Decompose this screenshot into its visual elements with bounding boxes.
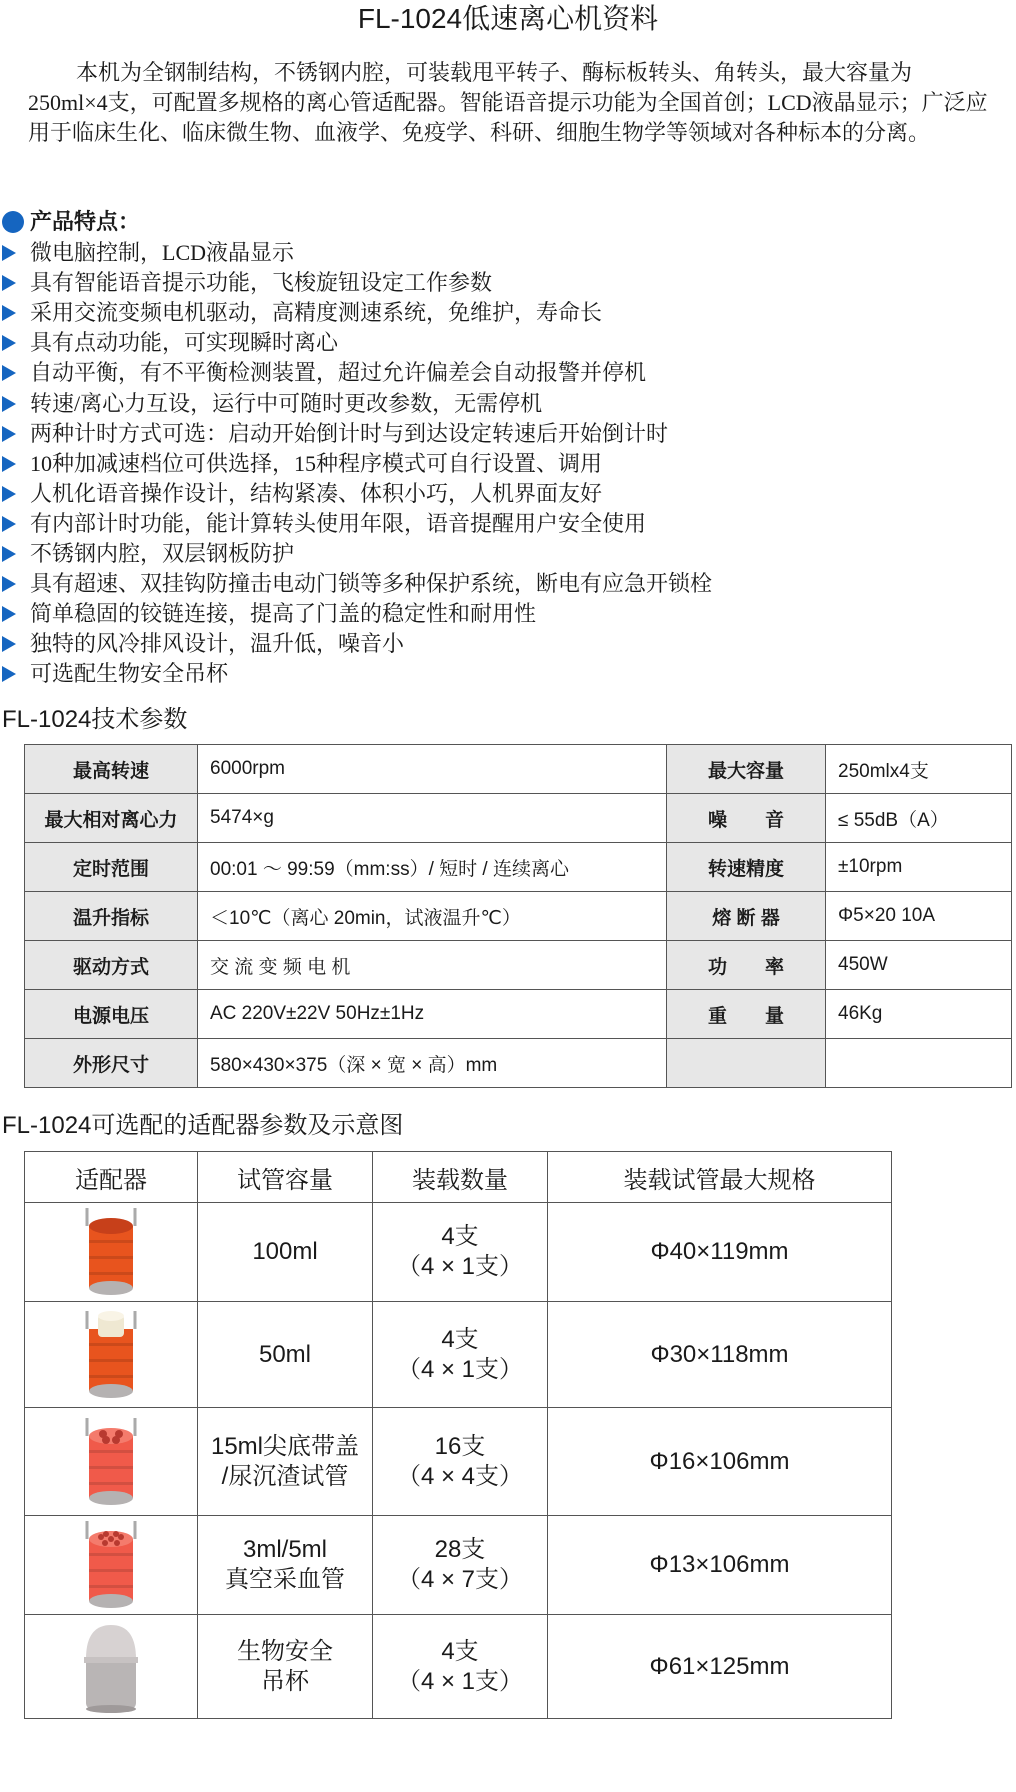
feature-item xyxy=(2,659,712,689)
bullet-triangle-icon xyxy=(2,275,16,291)
feature-item xyxy=(2,449,712,479)
capacity-line: 3ml/5ml xyxy=(242,1536,327,1563)
spec-label: 温升指标 xyxy=(25,892,198,941)
bullet-triangle-icon xyxy=(2,396,16,412)
spec-label: 重 量 xyxy=(667,990,826,1039)
bullet-triangle-icon xyxy=(2,245,16,261)
spec-row xyxy=(25,745,1012,794)
adapter-capacity xyxy=(198,1516,373,1615)
feature-item xyxy=(2,268,712,298)
adapter-row xyxy=(25,1203,892,1302)
spec-table xyxy=(24,744,1012,1088)
spec-value: 580×430×375（深 × 宽 × 高）mm xyxy=(198,1039,667,1088)
bullet-triangle-icon xyxy=(2,305,16,321)
spec-value: ≤ 55dB（A） xyxy=(826,794,1012,843)
bullet-triangle-icon xyxy=(2,546,16,562)
bullet-triangle-icon xyxy=(2,636,16,652)
spec-label: 外形尺寸 xyxy=(25,1039,198,1088)
features-list xyxy=(2,238,712,689)
adapter-quantity xyxy=(373,1408,548,1516)
feature-text: 10种加减速档位可供选择，15种程序模式可自行设置、调用 xyxy=(30,450,603,476)
feature-text: 具有智能语音提示功能，飞梭旋钮设定工作参数 xyxy=(30,270,493,296)
spec-value: 5474×g xyxy=(198,794,667,843)
spec-label: 最大容量 xyxy=(667,745,826,794)
quantity-line: 4支 xyxy=(441,1637,479,1665)
spec-label: 最大相对离心力 xyxy=(25,794,198,843)
feature-item xyxy=(2,569,712,599)
feature-text: 人机化语音操作设计，结构紧凑、体积小巧，人机界面友好 xyxy=(30,480,603,506)
adapter-image-cell xyxy=(25,1516,198,1615)
adapter-image-cell xyxy=(25,1615,198,1719)
quantity-line: 28支 xyxy=(434,1536,486,1563)
quantity-line: 4支 xyxy=(441,1325,479,1353)
bullet-triangle-icon xyxy=(2,426,16,442)
spec-value: AC 220V±22V 50Hz±1Hz xyxy=(198,990,667,1039)
orange-single-adapter-icon xyxy=(26,1204,196,1300)
spec-label: 驱动方式 xyxy=(25,941,198,990)
spec-label: 功 率 xyxy=(667,941,826,990)
feature-item xyxy=(2,328,712,358)
adapter-capacity xyxy=(198,1408,373,1516)
adapter-max-size: Φ16×106mm xyxy=(548,1408,892,1516)
feature-text: 采用交流变频电机驱动，高精度测速系统，免维护，寿命长 xyxy=(30,300,603,326)
seven-hole-adapter-icon xyxy=(26,1517,196,1613)
adapter-header-cell: 装载数量 xyxy=(373,1152,548,1203)
features-heading-label: 产品特点： xyxy=(30,209,141,234)
adapter-quantity xyxy=(373,1615,548,1719)
adapter-row xyxy=(25,1615,892,1719)
capacity-line: 真空采血管 xyxy=(225,1566,345,1593)
feature-text: 转速/离心力互设，运行中可随时更改参数，无需停机 xyxy=(30,390,543,416)
spec-row xyxy=(25,794,1012,843)
adapter-row xyxy=(25,1516,892,1615)
capacity-line: 100ml xyxy=(252,1238,318,1265)
spec-row xyxy=(25,990,1012,1039)
spec-value: ±10rpm xyxy=(826,843,1012,892)
capacity-line: 生物安全 xyxy=(237,1637,333,1665)
feature-text: 有内部计时功能，能计算转头使用年限，语音提醒用户安全使用 xyxy=(30,510,647,536)
adapter-image-cell xyxy=(25,1302,198,1408)
spec-value xyxy=(826,1039,1012,1088)
feature-text: 独特的风冷排风设计，温升低，噪音小 xyxy=(30,631,405,657)
adapter-row xyxy=(25,1408,892,1516)
spec-label: 转速精度 xyxy=(667,843,826,892)
orange-insert-adapter-icon xyxy=(26,1307,196,1403)
spec-row xyxy=(25,843,1012,892)
spec-value: Φ5×20 10A xyxy=(826,892,1012,941)
bullet-triangle-icon xyxy=(2,606,16,622)
spec-label: 熔 断 器 xyxy=(667,892,826,941)
spec-label: 最高转速 xyxy=(25,745,198,794)
spec-label: 噪 音 xyxy=(667,794,826,843)
feature-text: 可选配生物安全吊杯 xyxy=(30,661,229,687)
feature-text: 具有超速、双挂钩防撞击电动门锁等多种保护系统，断电有应急开锁栓 xyxy=(30,571,713,597)
spec-value: 6000rpm xyxy=(198,745,667,794)
bullet-triangle-icon xyxy=(2,666,16,682)
feature-item xyxy=(2,388,712,418)
adapter-table xyxy=(24,1151,892,1719)
feature-item xyxy=(2,298,712,328)
spec-value: ＜10℃（离心 20min，试液温升℃） xyxy=(198,892,667,941)
four-hole-adapter-icon xyxy=(26,1414,196,1510)
capacity-line: /尿沉渣试管 xyxy=(221,1462,349,1490)
quantity-line: 4支 xyxy=(441,1223,479,1250)
biosafety-cup-icon xyxy=(26,1619,196,1715)
page-title: FL-1024低速离心机资料 xyxy=(357,3,659,34)
quantity-line: （4 × 1支） xyxy=(396,1667,524,1695)
bullet-triangle-icon xyxy=(2,486,16,502)
feature-item xyxy=(2,479,712,509)
feature-text: 微电脑控制，LCD液晶显示 xyxy=(30,240,295,266)
intro-paragraph: 本机为全钢制结构，不锈钢内腔，可装载甩平转子、酶标板转头、角转头，最大容量为250ml×4支，可配置多规格的离心管适配器。智能语音提示功能为全国首创；LCD液晶显示；广泛应用于临床生化、临床微生物、血液学、免疫学、科研、细胞生物学等领域对各种标本的分离。 xyxy=(28,60,988,145)
adapter-image-cell xyxy=(25,1408,198,1516)
capacity-line: 15ml尖底带盖 xyxy=(210,1432,360,1460)
feature-text: 两种计时方式可选：启动开始倒计时与到达设定转速后开始倒计时 xyxy=(30,420,669,446)
bullet-triangle-icon xyxy=(2,456,16,472)
adapter-section-title: FL-1024可选配的适配器参数及示意图 xyxy=(2,1112,404,1139)
feature-item xyxy=(2,629,712,659)
spec-label: 定时范围 xyxy=(25,843,198,892)
quantity-line: （4 × 1支） xyxy=(396,1355,524,1383)
spec-value: 250mlx4支 xyxy=(826,745,1012,794)
adapter-max-size: Φ61×125mm xyxy=(548,1615,892,1719)
feature-item xyxy=(2,419,712,449)
adapter-image-cell xyxy=(25,1203,198,1302)
spec-row xyxy=(25,1039,1012,1088)
quantity-line: （4 × 1支） xyxy=(396,1253,524,1280)
adapter-quantity xyxy=(373,1516,548,1615)
feature-item xyxy=(2,509,712,539)
adapter-row xyxy=(25,1302,892,1408)
adapter-quantity xyxy=(373,1302,548,1408)
spec-row xyxy=(25,941,1012,990)
adapter-header-cell: 试管容量 xyxy=(198,1152,373,1203)
spec-label xyxy=(667,1039,826,1088)
feature-text: 自动平衡，有不平衡检测装置，超过允许偏差会自动报警并停机 xyxy=(30,360,647,386)
features-heading xyxy=(2,207,140,237)
capacity-line: 吊杯 xyxy=(261,1667,309,1695)
spec-section-title: FL-1024技术参数 xyxy=(2,706,188,733)
spec-value: 46Kg xyxy=(826,990,1012,1039)
feature-text: 不锈钢内腔，双层钢板防护 xyxy=(30,540,295,566)
adapter-header-cell: 适配器 xyxy=(25,1152,198,1203)
adapter-max-size: Φ40×119mm xyxy=(548,1203,892,1302)
spec-value: 00:01 ～ 99:59（mm:ss）/ 短时 / 连续离心 xyxy=(198,843,667,892)
spec-value: 450W xyxy=(826,941,1012,990)
bullet-triangle-icon xyxy=(2,516,16,532)
adapter-capacity xyxy=(198,1302,373,1408)
bullet-triangle-icon xyxy=(2,335,16,351)
spec-label: 电源电压 xyxy=(25,990,198,1039)
adapter-capacity xyxy=(198,1203,373,1302)
feature-text: 简单稳固的铰链连接，提高了门盖的稳定性和耐用性 xyxy=(30,601,537,627)
quantity-line: （4 × 7支） xyxy=(396,1566,524,1593)
adapter-max-size: Φ30×118mm xyxy=(548,1302,892,1408)
bullet-triangle-icon xyxy=(2,576,16,592)
bullet-triangle-icon xyxy=(2,365,16,381)
spec-row xyxy=(25,892,1012,941)
adapter-max-size: Φ13×106mm xyxy=(548,1516,892,1615)
adapter-quantity xyxy=(373,1203,548,1302)
bullet-dot-icon xyxy=(2,211,24,233)
feature-text: 具有点动功能，可实现瞬时离心 xyxy=(30,330,339,356)
spec-value: 交 流 变 频 电 机 xyxy=(198,941,667,990)
quantity-line: （4 × 4支） xyxy=(396,1462,524,1490)
adapter-header-cell: 装载试管最大规格 xyxy=(548,1152,892,1203)
quantity-line: 16支 xyxy=(434,1432,486,1460)
feature-item xyxy=(2,358,712,388)
feature-item xyxy=(2,539,712,569)
feature-item xyxy=(2,238,712,268)
feature-item xyxy=(2,599,712,629)
capacity-line: 50ml xyxy=(258,1340,312,1368)
adapter-capacity xyxy=(198,1615,373,1719)
